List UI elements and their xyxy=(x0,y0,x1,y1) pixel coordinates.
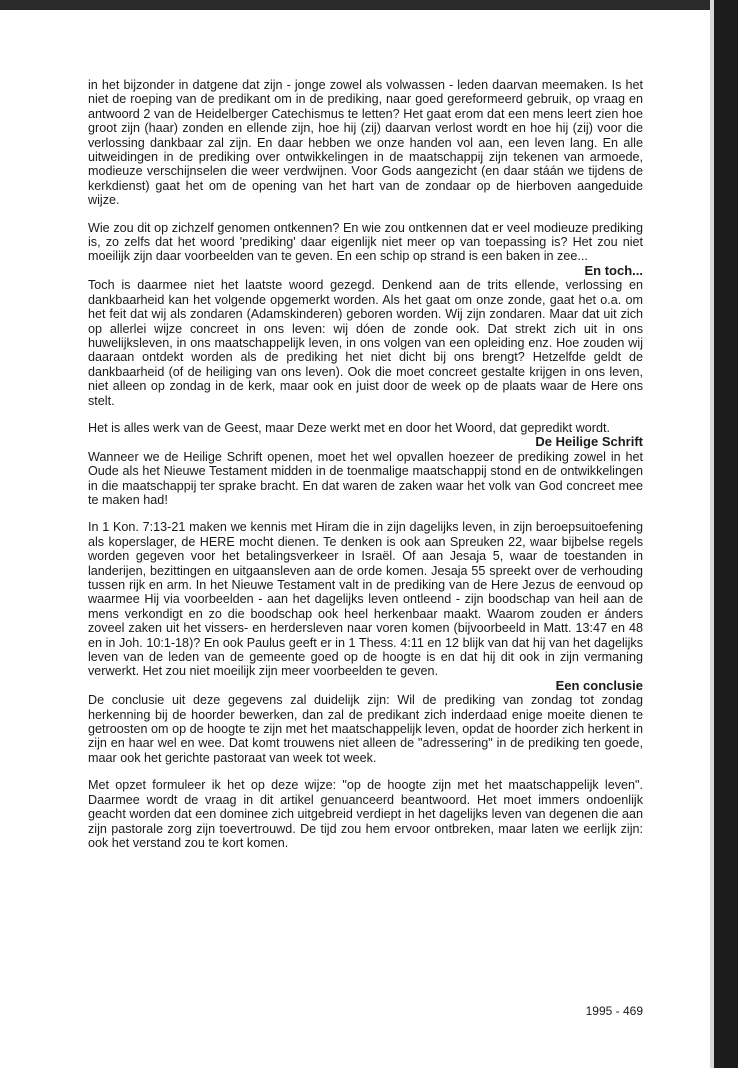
scan-border-top xyxy=(0,0,738,10)
paragraph-4: Het is alles werk van de Geest, maar Deze werkt met en door het Woord, dat gepredikt wordt. xyxy=(88,420,610,435)
paragraph-3: Toch is daarmee niet het laatste woord gezegd. Denkend aan de trits ellende, verlossing en dankbaarheid kan het volgende opgemerkt worden. Als het gaat om onze zonde, gaat het o.a. om het feit dat wij als zondaren (Adamskinderen) geboren worden. Wij zijn zondaren. Maar dat uit zich op allerlei wijze concreet in ons leven: wij dóen de zonde ook. Dat strekt zich uit in ons huwelijksleven, in ons maatschappelijk leven, in ons volgen van een opleiding enz. Hoe zouden wij daaraan ontdekt worden als de prediking het niet dicht bij ons brengt? Hetzelfde geldt de dankbaarheid (of de heiliging van ons leven). Ook die moet concreet gestalte krijgen in ons leven, niet alleen op zondag in de kerk, maar ook en juist door de week op de plaats waar de Here ons stelt. xyxy=(88,278,643,408)
paragraph-8: Met opzet formuleer ik het op deze wijze: "op de hoogte zijn met het maatschappelijk leven". Daarmee wordt de vraag in dit artikel genuanceerd beantwoord. Het moet immers ondoenlijk geacht worden dat een dominee zich uitgebreid verdiept in het dagelijks leven van degenen die aan zijn pastorale zorg zijn toevertrouwd. De tijd zou hem ervoor ontbreken, maar laten we eerlijk zijn: ook het verstand zou te kort komen. xyxy=(88,778,643,850)
paragraph-7: De conclusie uit deze gegevens zal duidelijk zijn: Wil de prediking van zondag tot zondag herkenning bij de hoorder bewerken, dan zal de predikant zich inderdaad enige moeite dienen te getroosten om op de hoogte te zijn met het maatschappelijk leven, opdat de hoorder zich herkent in zijn en haar wel en wee. Dat komt trouwens niet alleen de "adressering" in de prediking ten goede, maar ook het gerichte pastoraat van week tot week. xyxy=(88,693,643,765)
paragraph-5: Wanneer we de Heilige Schrift openen, moet het wel opvallen hoezeer de prediking zowel in het Oude als het Nieuwe Testament midden in de toenmalige maatschappij stond en de ontwikkelingen in die maatschappij ter sprake bracht. En dat waren de zaken waar het volk van God concreet mee te maken had! xyxy=(88,449,643,507)
heading-heilige-schrift: De Heilige Schrift xyxy=(535,434,643,450)
paragraph-2: Wie zou dit op zichzelf genomen ontkennen? En wie zou ontkennen dat er veel modieuze prediking is, zo zelfs dat het woord 'prediking' daar eigenlijk niet meer op van toepassing is? Het zou niet moeilijk zijn daar voorbeelden van te geven. En een schip op strand is een baken in zee... xyxy=(88,220,643,264)
page-number: 1995 - 469 xyxy=(585,1004,643,1018)
document-page xyxy=(88,78,643,863)
paragraph-6: In 1 Kon. 7:13-21 maken we kennis met Hiram die in zijn dagelijks leven, in zijn beroepsuitoefening als koperslager, de HERE mocht dienen. Te denken is ook aan Spreuken 22, waar bijbelse regels worden gegeven voor het betalingsverkeer in Israël. Of aan Jesaja 5, waar de toestanden in landerijen, bezittingen en uitgaansleven aan de orde komen. Jesaja 55 spreekt over de verhouding tussen rijk en arm. In het Nieuwe Testament valt in de prediking van de Here Jezus de eenvoud op waarmee Hij via voorbeelden - aan het dagelijks leven ontleend - zijn boodschap van heil aan de mens verkondigt en zo die boodschap ook heel herkenbaar maakt. Waarom zouden er ánders zoveel zaken uit het vissers- en herdersleven naar voren komen (bijvoorbeeld in Matt. 13:47 en 48 en in Joh. 10:1-18)? En ook Paulus geeft er in 1 Thess. 4:11 en 12 blijk van dat hij van het dagelijks leven van de leden van de gemeente goed op de hoogte is en dat hij dit ook in zijn vermaning verwerkt. Het zou niet moeilijk zijn meer voorbeelden te geven. xyxy=(88,520,643,679)
heading-een-conclusie: Een conclusie xyxy=(555,677,643,693)
heading-en-toch: En toch... xyxy=(584,262,643,278)
scan-border-right xyxy=(714,0,738,1068)
paragraph-1: in het bijzonder in datgene dat zijn - jonge zowel als volwassen - leden daarvan meemaken. Is het niet de roeping van de predikant om in de prediking, naar goed gereformeerd gebruik, op vraag en antwoord 2 van de Heidelberger Catechismus te letten? Het gaat erom dat een mens leert zien hoe groot zijn (haar) zonden en ellende zijn, hoe hij (zij) daarvan verlost wordt en hoe hij (zij) voor die verlossing dankbaar zal zijn. En daar hebben we onze handen vol aan, een leven lang. En alle uitweidingen in de prediking over ontwikkelingen in de maatschappij zijn tekenen van armoede, modieuze verschijnselen die weer verdwijnen. Voor Gods aangezicht (en daar stáán we tijdens de kerkdienst) gaat het om de opening van het hart van de zondaar op de hierboven aangeduide wijze. xyxy=(88,78,643,208)
